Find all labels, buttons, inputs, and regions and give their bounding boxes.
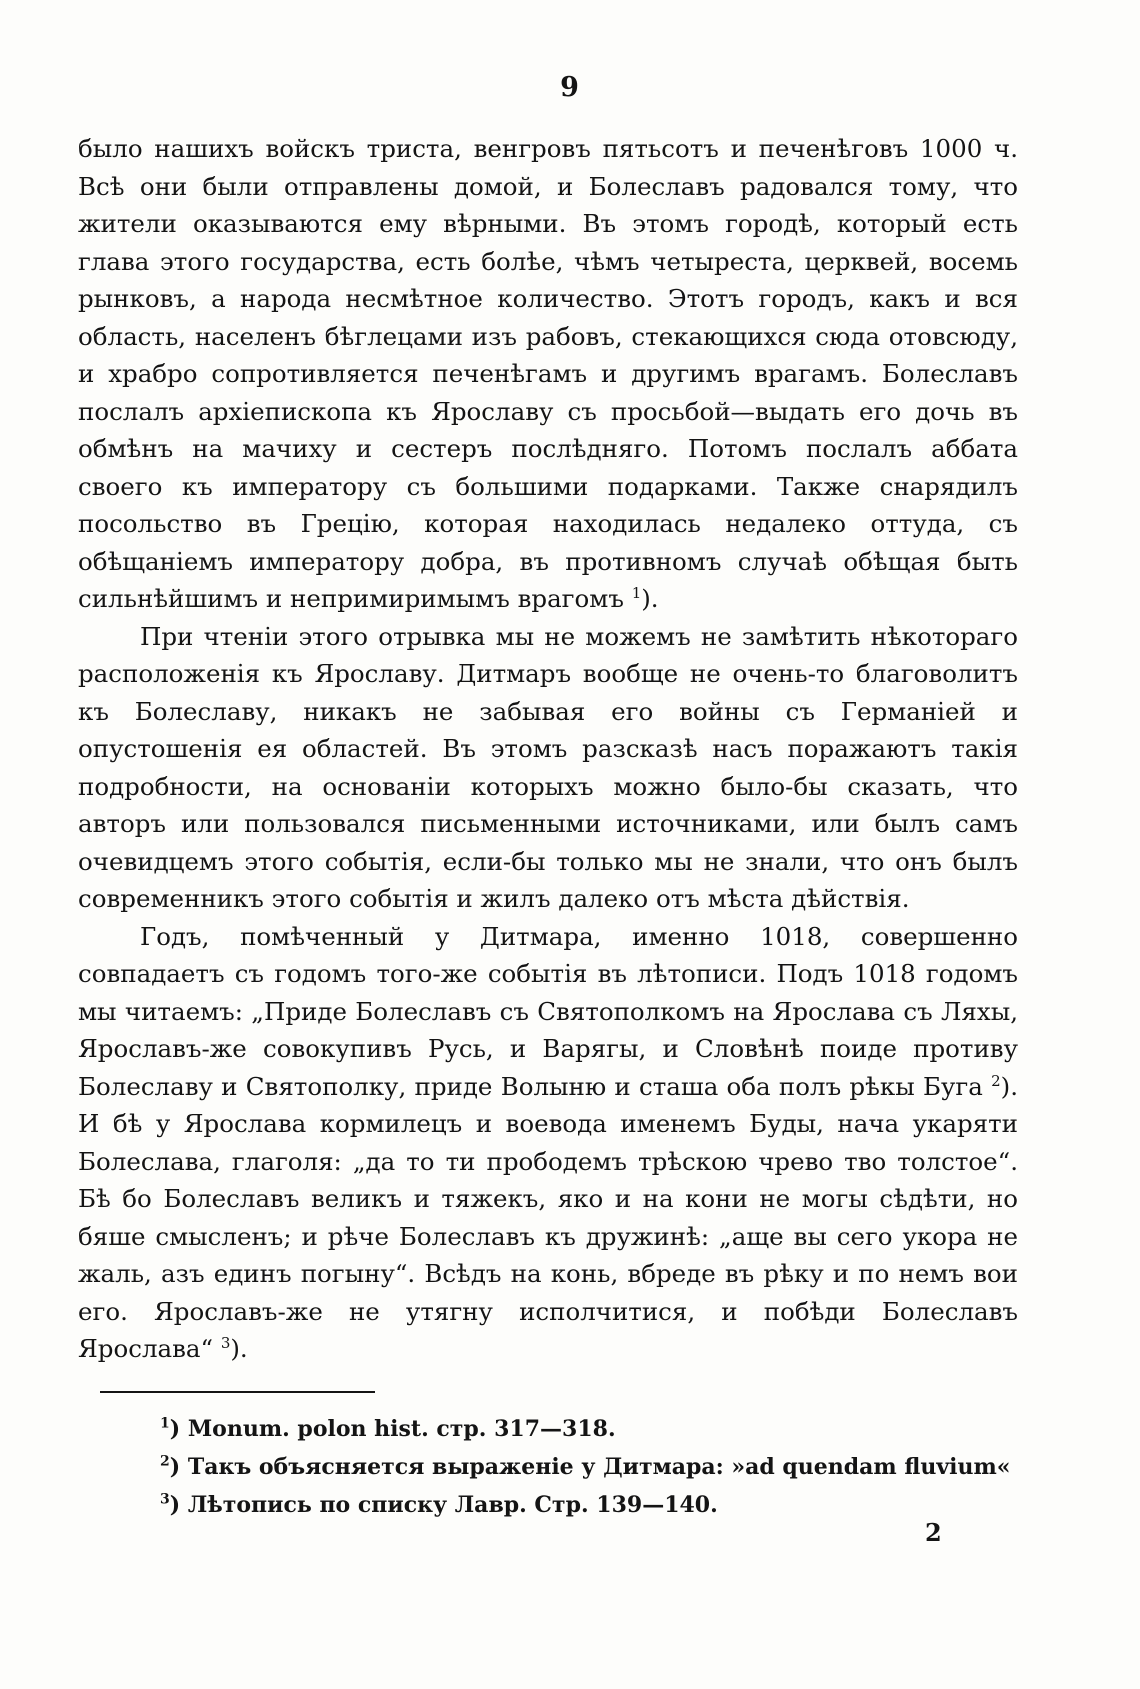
footnote-mark: 2	[160, 1453, 170, 1470]
page-number: 9	[560, 72, 580, 103]
footnote-text: ) Лѣтопись по списку Лавр. Стр. 139—140.	[169, 1492, 718, 1518]
footnote-ref: 3	[220, 1333, 231, 1352]
paragraph-text: При чтеніи этого отрывка мы не можемъ не замѣтить нѣкотораго расположенія къ Ярославу. Дитмаръ вообще не очень-то благоволитъ къ Болеславу, никакъ не забывая его войны съ Германіей и опустошенія ея областей. Въ этомъ разсказѣ насъ поражаютъ такія подробности, на основаніи которыхъ можно было-бы сказать, что авторъ или пользовался письменными источниками, или былъ самъ очевидцемъ этого событія, если-бы только мы не знали, что онъ былъ современникъ этого событія и жилъ далеко отъ мѣста дѣйствія.	[78, 621, 1018, 913]
paragraph-text: было нашихъ войскъ триста, венгровъ пятьсотъ и печенѣговъ 1000 ч. Всѣ они были отправлены домой, и Болеславъ радовался тому, что жители оказываются ему вѣрными. Въ этомъ городѣ, который есть глава этого государства, есть болѣе, чѣмъ четыреста, церквей, восемь рынковъ, а народа несмѣтное количество. Этотъ городъ, какъ и вся область, населенъ бѣглецами изъ рабовъ, стекающихся сюда отовсюду, и храбро сопротивляется печенѣгамъ и другимъ врагамъ. Болеславъ послалъ архіепископа къ Ярославу съ просьбой—выдать его дочь въ обмѣнъ на мачиху и сестеръ послѣдняго. Потомъ послалъ аббата своего къ императору съ большими подарками. Также снарядилъ посольство въ Грецію, которая находилась недалеко оттуда, съ обѣщаніемъ императору добра, въ противномъ случаѣ обѣщая быть сильнѣйшимъ и непримиримымъ врагомъ	[78, 134, 1018, 613]
footnote-text: ) Monum. polon hist. стр. 317—318.	[169, 1416, 616, 1442]
footnote-text: ) Такъ объясняется выраженіе у Дитмара: »ad quendam fluvium«	[169, 1454, 1011, 1480]
footnote-mark: 1	[160, 1415, 170, 1432]
footnote	[160, 1448, 1010, 1486]
paragraph	[78, 618, 1018, 918]
paragraph-text: ). И бѣ у Ярослава кормилецъ и воевода именемъ Буды, нача укаряти Болеслава, глаголя: „да то ти прободемъ трѣскою чрево тво толстое“. Бѣ бо Болеславъ великъ и тяжекъ, яко и на кони не могы сѣдѣти, но бяше смысленъ; и рѣче Болеславъ къ дружинѣ: „аще вы сего укора не жаль, азъ единъ погыну“. Всѣдъ на конь, вбреде въ рѣку и по немъ вои его. Ярославъ-же не утягну исполчитися, и побѣди Болеславъ Ярослава“	[78, 1071, 1018, 1363]
footnote	[160, 1486, 1010, 1524]
paragraph	[78, 918, 1018, 1368]
footnote-divider	[100, 1391, 375, 1393]
footnotes	[160, 1410, 1010, 1524]
footnote-mark: 3	[160, 1491, 170, 1508]
footnote-ref: 2	[991, 1071, 1001, 1090]
footnote-ref: 1	[631, 583, 642, 602]
paragraph-text: ).	[230, 1334, 248, 1363]
paragraph-text: ).	[641, 584, 659, 613]
paragraph-text: Годъ, помѣченный у Дитмара, именно 1018, совершенно совпадаетъ съ годомъ того-же событія въ лѣтописи. Подъ 1018 годомъ мы читаемъ: „Приде Болеславъ съ Святополкомъ на Ярослава съ Ляхы, Ярославъ-же совокупивъ Русь, и Варягы, и Словѣнѣ поиде противу Болеславу и Святополку, приде Волыню и сташа оба полъ рѣкы Буга	[78, 921, 1018, 1101]
paragraph	[78, 130, 1018, 618]
signature-mark: 2	[925, 1518, 942, 1547]
body-text	[78, 130, 1018, 1368]
footnote	[160, 1410, 1010, 1448]
